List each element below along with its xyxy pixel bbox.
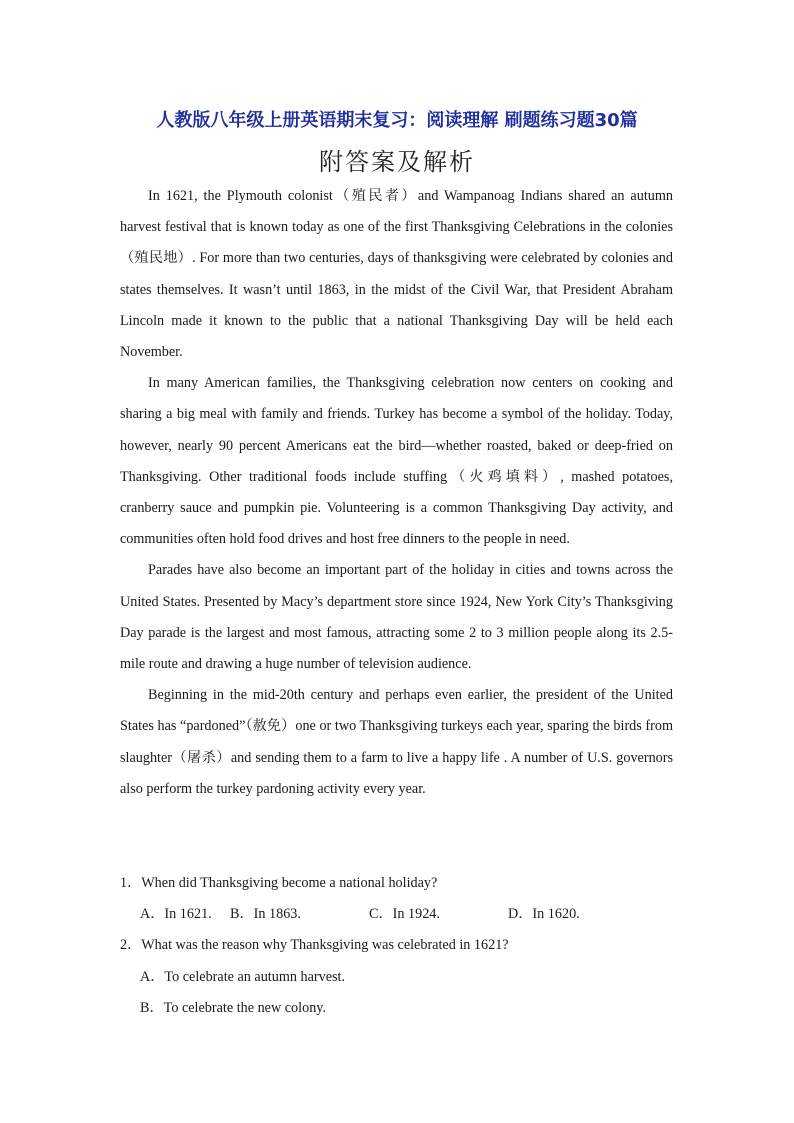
question-1-stem: 1．When did Thanksgiving become a national holiday? [120,875,438,891]
question-1-options [120,899,673,930]
document-subtitle: 附答案及解析 [319,148,475,176]
question-2-option-a: A．To celebrate an autumn harvest. [140,968,346,985]
question-1-option-c: C．In 1924. [369,906,440,923]
question-2-stem: 2．What was the reason why Thanksgiving was celebrated in 1621? [120,937,509,954]
question-1-option-a: A．In 1621. [140,906,212,923]
passage-paragraph-1: In 1621, the Plymouth colonist（殖民者）and Wampanoag Indians shared an autumn harvest festival that is known today as one of the first Thanksgiving Celebrations in the colonies（殖民地）. For more than two centuries, days of thanksgiving were celebrated by colonies and states themselves. It wasn’t until 1863, in the midst of the Civil War, that President Abraham Lincoln made it known to the public that a national Thanksgiving Day will be held each November. [120,188,673,361]
passage-paragraph-4: Beginning in the mid-20th century and perhaps even earlier, the president of the United States has “pardoned”（赦免）one or two Thanksgiving turkeys each year, sparing the birds from slaughter（屠杀）and sending them to a farm to live a happy life . A number of U.S. governors also perform the turkey pardoning activity every year. [120,687,673,797]
reading-passage [120,181,673,805]
passage-paragraph-3: Parades have also become an important part of the holiday in cities and towns across the United States. Presented by Macy’s department store since 1924, New York City’s Thanksgiving Day parade is the largest and most famous, attracting some 2 to 3 million people along its 2.5-mile route and drawing a huge number of television audience. [120,562,673,673]
question-list [120,868,673,1024]
question-1-option-b: B．In 1863. [230,906,301,923]
document-title: 人教版八年级上册英语期末复习：阅读理解 刷题练习题30篇 [156,110,638,131]
question-1-option-d: D．In 1620. [508,906,580,923]
passage-paragraph-2: In many American families, the Thanksgiving celebration now centers on cooking and sharing a big meal with family and friends. Turkey has become a symbol of the holiday. Today, however, nearly 90 percent Americans eat the bird—whether roasted, baked or deep-fried on Thanksgiving. Other traditional foods include stuffing（火鸡填料）, mashed potatoes, cranberry sauce and pumpkin pie. Volunteering is a common Thanksgiving Day activity, and communities often hold food drives and host free dinners to the people in need. [120,375,673,548]
question-2-option-b: B．To celebrate the new colony. [140,999,327,1016]
